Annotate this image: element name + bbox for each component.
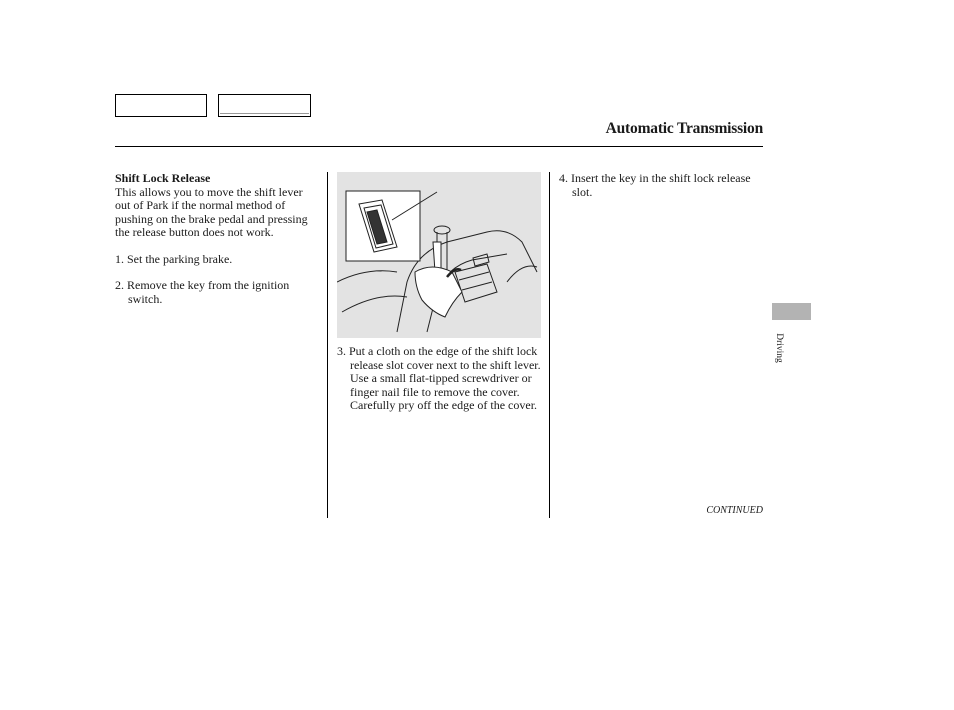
section-tab[interactable] <box>772 303 811 320</box>
intro-paragraph: This allows you to move the shift lever out of Park if the normal method of pushing on the brake pedal and pressing the release button does not work. <box>115 184 308 239</box>
step-2: 2. Remove the key from the ignition switch. <box>115 278 290 306</box>
step-3: 3. Put a cloth on the edge of the shift lock release slot cover next to the shift lever. Use a small flat-tipped screwdriver or finger nail file to remove the cover. Carefully pry off the edge of the cover. <box>337 344 541 412</box>
nav-button-1[interactable] <box>115 94 207 117</box>
step-1: 1. Set the parking brake. <box>115 251 233 266</box>
nav-button-2[interactable] <box>218 94 311 117</box>
column-divider-1 <box>327 172 328 518</box>
continued-label: CONTINUED <box>706 505 763 516</box>
column-1 <box>115 172 320 306</box>
shift-lever-drawing <box>337 172 541 338</box>
shift-lock-illustration <box>337 172 541 338</box>
section-tab-label: Driving <box>774 333 784 363</box>
page-title: Automatic Transmission <box>605 120 763 137</box>
step-4: 4. Insert the key in the shift lock release slot. <box>559 171 751 199</box>
section-heading: Shift Lock Release <box>115 171 211 185</box>
title-divider <box>115 146 763 147</box>
